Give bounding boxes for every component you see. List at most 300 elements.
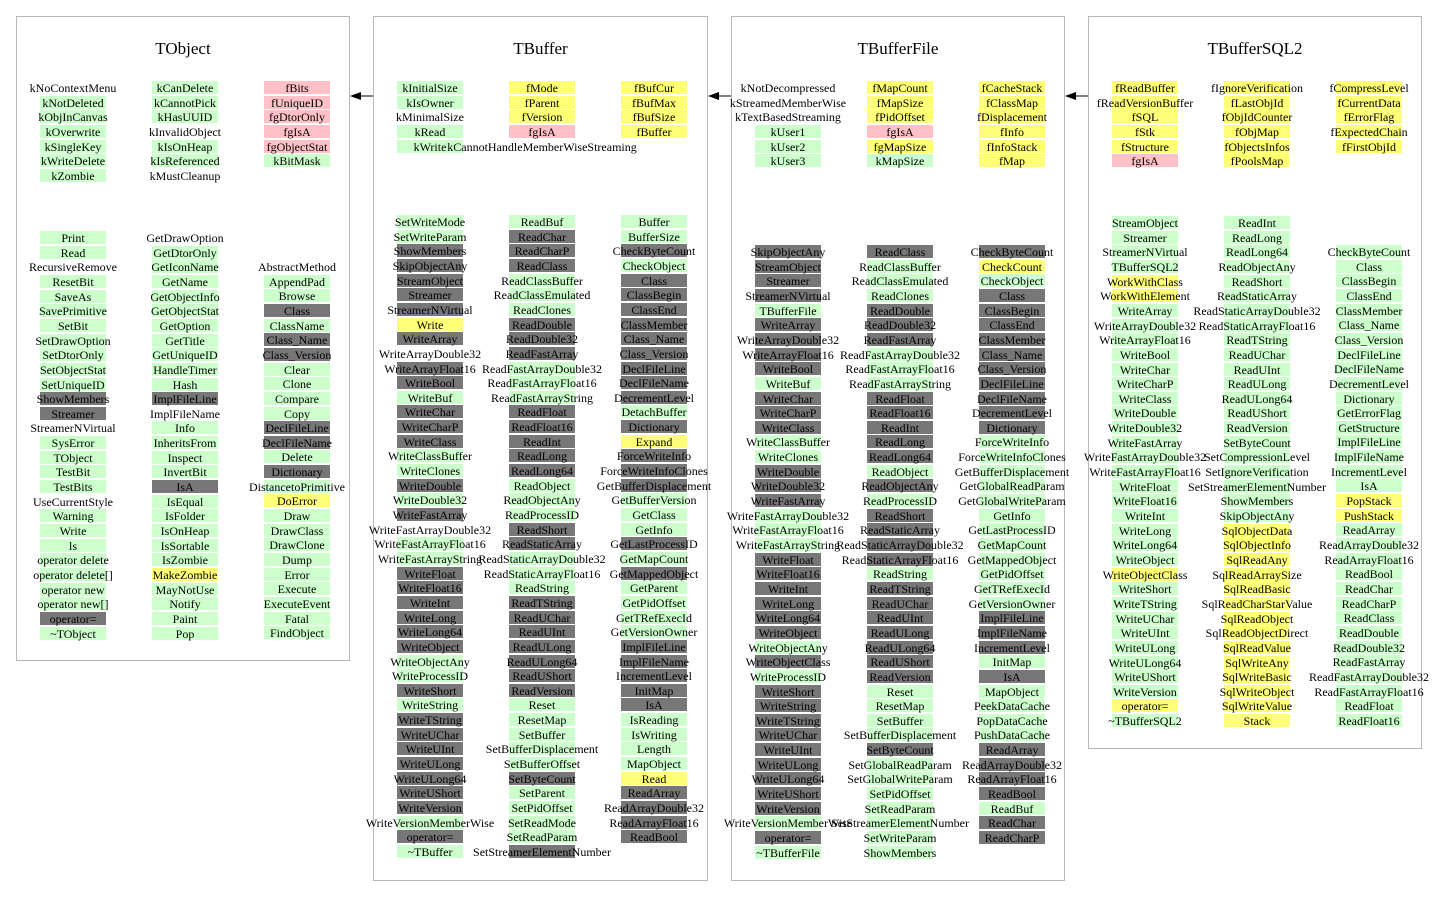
member-name: fPidOffset [875, 110, 925, 125]
member-name: GetMappedObject [967, 552, 1057, 567]
member-name: SetIgnoreVerification [1205, 465, 1309, 480]
member-name: ImplFileName [150, 406, 220, 421]
member-name: ReadULong64 [506, 654, 578, 669]
member-name: ReadFastArrayFloat16 [1314, 684, 1424, 699]
member-name: ClassMember [620, 317, 688, 332]
member-name: Browse [278, 289, 316, 304]
member-name: ForceWriteInfoClones [600, 464, 708, 479]
member-name: ReadInt [1238, 216, 1276, 230]
member-name: StreamerNVirtual [745, 288, 831, 303]
member-name: SetBuffer [876, 713, 924, 728]
member-name: WriteDouble [756, 464, 820, 479]
member-name: IsA [176, 480, 194, 495]
member-name: TObject [53, 450, 93, 465]
member-name: SetWriteParam [863, 831, 937, 845]
member-name: SqlObjectInfo [1223, 538, 1291, 553]
member-name: Buffer [638, 215, 670, 229]
member-name: kNoContextMenu [29, 81, 117, 95]
member-name: ReadFastArrayDouble32 [1309, 669, 1429, 684]
member-name: ReadFastArrayDouble32 [482, 361, 602, 376]
member-name: fMap [999, 154, 1025, 169]
member-name: DoError [277, 494, 317, 509]
member-name: MapObject [985, 684, 1039, 699]
member-name: fPoolsMap [1230, 154, 1284, 169]
member-name: ReadVersion [869, 669, 931, 684]
class-title: TBufferSQL2 [1207, 39, 1303, 58]
member-name: Error [284, 567, 310, 582]
member-name: ReadFloat [1344, 699, 1394, 714]
member-name: WriteBool [1119, 347, 1171, 362]
member-name: WriteULong64 [751, 772, 825, 787]
member-name: ForceWriteInfo [974, 435, 1050, 450]
member-name: WriteChar [762, 391, 814, 406]
member-name: kIsReferenced [150, 154, 220, 169]
member-name: WriteObject [1115, 552, 1175, 567]
member-name: WriteUChar [400, 727, 460, 742]
member-name: ReadLong64 [1226, 245, 1288, 260]
member-name: DeclFileLine [1337, 347, 1401, 362]
member-name: ReadClassBuffer [859, 259, 941, 274]
member-name: PopDataCache [976, 713, 1048, 728]
member-name: fErrorFlag [1343, 110, 1395, 125]
member-name: WriteBuf [407, 390, 453, 405]
member-name: SetBuffer [518, 727, 566, 742]
member-name: kOverwrite [45, 124, 101, 139]
member-name: ReadFastArrayString [491, 390, 593, 405]
member-name: kRead [414, 124, 446, 139]
class-title: TBufferFile [857, 39, 939, 58]
member-name: fParent [524, 95, 560, 110]
member-name: WriteFloat16 [1113, 494, 1177, 509]
member-name: MayNotUse [155, 582, 215, 597]
member-name: ReadFloat [875, 391, 925, 406]
member-name: SetByteCount [866, 743, 934, 758]
member-name: Dump [282, 553, 312, 567]
member-name: IsA [1003, 669, 1021, 684]
member-name: ReadString [873, 567, 927, 582]
member-name: ls [68, 538, 78, 553]
member-name: ReadCharP [984, 831, 1040, 845]
member-name: fgIsA [283, 124, 311, 139]
member-name: ReadFloat16 [511, 420, 573, 435]
member-name: Copy [283, 406, 311, 421]
member-name: Read [641, 771, 667, 786]
member-name: ReadArrayFloat16 [1324, 552, 1414, 567]
member-name: ReadULong64 [864, 640, 936, 655]
member-name: MakeZombie [152, 567, 218, 582]
member-name: ResetMap [875, 699, 925, 714]
member-name: ReadUInt [1233, 362, 1281, 377]
member-name: fFirstObjId [1342, 139, 1396, 154]
member-name: ClassBegin [626, 288, 682, 303]
member-name: WriteULong64 [393, 771, 467, 786]
member-name: ReadObjectAny [1218, 259, 1296, 274]
member-name: SetObjectStat [40, 362, 106, 377]
member-name: SqlReadObject [1220, 611, 1294, 626]
member-name: WriteClones [399, 464, 461, 479]
member-name: DrawClone [269, 538, 325, 553]
member-name: fSQL [1131, 110, 1159, 125]
member-name: WriteObjectClass [1102, 567, 1188, 582]
member-name: WriteBool [404, 376, 456, 391]
member-name: fCacheStack [981, 81, 1043, 95]
member-name: ReadCharP [514, 244, 570, 259]
member-name: CheckByteCount [1327, 245, 1411, 259]
member-name: WriteLong [761, 596, 815, 611]
member-name: ReadProcessID [505, 508, 579, 522]
member-name: GetMappedObject [609, 566, 699, 581]
member-name: ReadDouble [870, 303, 930, 318]
member-name: Delete [281, 450, 313, 465]
member-name: ReadObject [871, 464, 929, 479]
member-name: ReadClassEmulated [493, 288, 591, 303]
member-name: ReadUShort [512, 669, 572, 684]
member-name: SkipObjectAny [392, 258, 468, 273]
member-name: ReadULong [870, 625, 930, 640]
member-name: ReadString [515, 581, 569, 596]
member-name: IncrementLevel [974, 640, 1050, 655]
member-name: GetMapCount [977, 538, 1047, 552]
member-name: SetDrawOption [35, 333, 111, 348]
member-name: WriteVersionMemberWise [723, 816, 853, 831]
member-name: ReadFastArrayFloat16 [845, 362, 955, 377]
member-name: SetGlobalWriteParam [847, 772, 953, 787]
member-name: UseCurrentStyle [33, 494, 113, 509]
member-name: GetGlobalWriteParam [958, 494, 1066, 509]
inheritance-arrow-head [1065, 92, 1076, 100]
member-name: PeekDataCache [974, 699, 1050, 714]
member-name: WriteDouble [1113, 406, 1177, 421]
member-name: kUser1 [770, 124, 806, 139]
member-name: ReadBool [988, 787, 1036, 802]
member-name: fgIsA [1131, 154, 1159, 169]
member-name: ~TBufferFile [756, 845, 820, 860]
member-name: ReadStaticArrayDouble32 [836, 538, 964, 552]
member-name: kSingleKey [44, 139, 102, 154]
member-name: WriteUChar [758, 728, 818, 743]
member-name: kBitMask [273, 154, 321, 169]
member-name: Streamer [408, 288, 452, 303]
member-name: WriteObjectAny [390, 654, 470, 669]
member-name: PushStack [1343, 508, 1395, 523]
member-name: Print [61, 231, 85, 245]
member-name: WriteFastArray [1107, 435, 1183, 450]
member-name: ClassName [269, 318, 325, 333]
member-name: fStructure [1121, 139, 1169, 154]
member-name: ReadULong [1227, 377, 1287, 392]
member-name: WriteArray [760, 318, 816, 333]
member-name: GetInfo [635, 522, 673, 537]
member-name: fgIsA [886, 124, 914, 139]
member-name: TBufferSQL2 [1111, 259, 1179, 274]
member-name: InitMap [634, 683, 674, 698]
member-name: SqlWriteObject [1219, 684, 1295, 699]
member-name: kUser2 [770, 139, 806, 154]
member-name: ReadFloat [517, 405, 567, 420]
member-name: ReadLong64 [511, 464, 573, 479]
member-name: WriteULong64 [1108, 655, 1182, 670]
member-name: ReadArrayDouble32 [962, 757, 1062, 772]
member-name: SetPidOffset [869, 787, 931, 802]
member-name: ReadClones [871, 288, 929, 303]
member-name: SetStreamerElementNumber [831, 816, 969, 831]
member-name: ShowMembers [863, 845, 937, 860]
member-name: WriteFloat [404, 566, 456, 581]
member-name: PopStack [1346, 494, 1392, 509]
member-name: StreamerNVirtual [30, 421, 116, 436]
member-name: WriteFastArrayFloat16 [374, 537, 486, 552]
member-name: ReadTString [511, 595, 573, 610]
member-name: WriteInt [409, 595, 451, 610]
member-name: SetReadMode [508, 815, 576, 830]
member-name: Execute [277, 582, 317, 597]
member-name: kStreamedMemberWise [729, 95, 847, 110]
member-name: ReadClones [513, 302, 571, 317]
member-name: ReadFloat16 [869, 406, 931, 421]
member-name: Streamer [1123, 230, 1167, 245]
member-name: SaveAs [54, 289, 92, 304]
inheritance-arrow-head [350, 92, 361, 100]
member-name: Dictionary [628, 420, 680, 435]
member-name: kIsOnHeap [157, 139, 213, 154]
member-name: WriteDouble32 [750, 479, 826, 494]
member-name: IncrementLevel [616, 669, 692, 684]
member-name: IsReading [629, 713, 679, 728]
member-name: IsSortable [160, 538, 210, 553]
member-name: kWrite [413, 139, 447, 154]
member-name: ReadClassEmulated [851, 274, 949, 289]
member-name: WriteLong [1118, 523, 1172, 538]
member-name: ShowMembers [36, 392, 110, 407]
member-name: WriteFastArrayString [735, 538, 841, 552]
member-name: ReadStaticArrayFloat16 [483, 566, 601, 581]
member-name: WriteClones [757, 450, 819, 465]
member-name: kInitialSize [402, 81, 458, 95]
member-name: DecrementLevel [1329, 376, 1409, 391]
member-name: operator new[] [37, 597, 109, 612]
member-name: ImplFileLine [1337, 435, 1401, 450]
member-name: Inspect [167, 450, 203, 465]
member-name: WriteFastArrayString [377, 551, 483, 566]
member-name: GetIconName [151, 260, 219, 275]
member-name: WriteArray [1117, 303, 1173, 318]
member-name: fObjIdCounter [1221, 110, 1293, 125]
member-name: InvertBit [163, 465, 207, 480]
member-name: ReadStaticArrayFloat16 [1198, 318, 1316, 333]
member-name: IsA [1360, 479, 1378, 494]
member-name: ImplFileName [977, 625, 1047, 640]
member-name: SetReadParam [506, 830, 578, 845]
member-name: AppendPad [269, 274, 325, 289]
member-name: fgIsA [528, 124, 556, 139]
member-name: ReadShort [874, 508, 926, 523]
member-name: WriteFastArray [750, 494, 826, 509]
member-name: GetBufferDisplacement [596, 478, 712, 493]
member-name: ImplFileName [1334, 450, 1404, 465]
member-name: ReadObject [513, 478, 571, 493]
member-name: fIgnoreVerification [1211, 81, 1303, 95]
member-name: ReadObjectAny [503, 493, 581, 508]
member-name: WriteUInt [763, 743, 813, 758]
member-name: fUniqueID [271, 95, 323, 110]
member-name: WriteTString [398, 713, 462, 728]
member-name: GetErrorFlag [1337, 406, 1401, 421]
member-name: CheckObject [622, 258, 686, 273]
member-name: ReadClassBuffer [501, 273, 583, 288]
member-name: WriteArrayDouble32 [1093, 318, 1197, 333]
member-name: WriteFloat [1119, 479, 1171, 494]
member-name: StreamerNVirtual [387, 302, 473, 317]
member-name: WriteChar [1119, 362, 1171, 377]
member-name: SetByteCount [1223, 435, 1291, 450]
member-name: DecrementLevel [614, 390, 694, 405]
member-name: ReadLong [875, 435, 925, 450]
member-name: SavePrimitive [39, 304, 107, 319]
member-name: ReadProcessID [863, 494, 937, 509]
member-name: ImplFileName [619, 654, 689, 669]
member-name: kCannotHandleMemberWiseStreaming [447, 139, 637, 154]
member-name: Write [59, 524, 87, 538]
member-name: SetBufferDisplacement [843, 728, 957, 743]
member-name: Stack [1243, 714, 1271, 729]
member-name: WriteDouble32 [392, 493, 468, 508]
member-name: fExpectedChain [1330, 124, 1408, 139]
member-name: SetCompressionLevel [1204, 450, 1310, 465]
member-name: DetachBuffer [621, 405, 687, 420]
member-name: fMapCount [872, 81, 928, 95]
member-name: GetTRefExecId [616, 610, 692, 625]
member-name: WriteChar [404, 405, 456, 420]
member-name: CheckByteCount [612, 244, 696, 259]
member-name: fVersion [521, 110, 563, 125]
member-name: operator= [1121, 699, 1169, 714]
member-name: kIsOwner [406, 95, 454, 110]
member-name: GetLastProcessID [968, 523, 1056, 538]
member-name: WriteArrayDouble32 [378, 346, 482, 361]
member-name: ClassBegin [1341, 274, 1397, 289]
member-name: ReadStaticArray [1217, 289, 1297, 304]
member-name: ReadTString [869, 581, 931, 596]
member-name: kCannotPick [154, 95, 216, 110]
member-name: Read [60, 245, 86, 260]
member-name: SqlReadCharStarValue [1201, 596, 1313, 611]
member-name: fBufSize [632, 110, 676, 125]
member-name: WriteUShort [399, 786, 461, 801]
member-name: fInfoStack [986, 139, 1038, 154]
member-name: WriteArrayDouble32 [736, 332, 840, 347]
member-name: Dictionary [986, 420, 1038, 435]
member-name: fMapSize [876, 95, 924, 110]
member-name: ~TBufferSQL2 [1108, 714, 1182, 729]
member-name: ReadFastArray [505, 346, 579, 361]
member-name: WriteObjectAny [748, 640, 828, 655]
member-name: Pop [175, 626, 195, 641]
member-name: ReadUInt [876, 611, 924, 626]
member-name: GetOption [159, 318, 211, 333]
member-name: WriteArrayFloat16 [384, 361, 476, 376]
member-name: IsOnHeap [160, 524, 210, 538]
member-name: ReadDouble [512, 317, 572, 332]
member-name: ReadStaticArrayFloat16 [841, 552, 959, 567]
member-name: StreamObject [1112, 216, 1178, 230]
member-name: ReadBool [630, 830, 678, 845]
member-name: SetStreamerElementNumber [1188, 479, 1326, 494]
member-name: GetBufferVersion [611, 493, 697, 508]
member-name: ReadUShort [870, 655, 930, 670]
member-name: ReadCharP [1341, 596, 1397, 611]
member-name: ~TBuffer [407, 844, 453, 859]
member-name: fgDtorOnly [269, 110, 325, 125]
member-name: Class_Version [262, 347, 332, 362]
member-name: ShowMembers [1220, 494, 1294, 509]
member-name: GetPidOffset [622, 595, 686, 610]
class-title: TObject [155, 39, 211, 58]
member-name: GetUniqueID [152, 348, 218, 363]
member-name: Write [416, 317, 444, 332]
member-name: GetPidOffset [980, 567, 1044, 582]
member-name: Draw [283, 509, 311, 524]
member-name: fBuffer [636, 124, 672, 139]
member-name: DistancetoPrimitive [249, 479, 345, 494]
member-name: Clear [284, 362, 310, 377]
member-name: IsEqual [166, 494, 204, 509]
member-name: Clone [282, 377, 312, 392]
member-name: ReadShort [516, 522, 568, 537]
member-name: ~TObject [50, 626, 96, 641]
member-name: PushDataCache [974, 728, 1050, 743]
member-name: fObjectsInfos [1224, 139, 1290, 154]
member-name: SqlWriteValue [1221, 699, 1293, 714]
member-name: ResetMap [517, 713, 567, 728]
member-name: kMustCleanup [149, 168, 221, 183]
member-name: ImplFileLine [980, 611, 1044, 626]
member-name: ReadFastArrayString [849, 376, 951, 391]
member-name: Expand [635, 434, 673, 449]
member-name: WriteClass [1118, 391, 1172, 406]
member-name: ReadArray [627, 786, 681, 801]
member-name: ClassBegin [984, 303, 1040, 318]
member-name: WriteUInt [1120, 626, 1170, 641]
member-name: SetDtorOnly [42, 348, 104, 363]
member-name: HandleTimer [153, 362, 217, 377]
member-name: ReadInt [881, 420, 919, 435]
member-name: WriteClassBuffer [388, 449, 472, 464]
member-name: fClassMap [986, 95, 1038, 110]
member-name: ReadUChar [871, 596, 929, 611]
member-name: ReadChar [1345, 581, 1393, 596]
member-name: GetMapCount [619, 551, 689, 566]
member-name: RecursiveRemove [29, 260, 117, 275]
member-name: DeclFileLine [622, 361, 686, 376]
member-name: Class_Name [623, 332, 685, 347]
member-name: WriteFastArrayDouble32 [1083, 450, 1207, 465]
member-name: WriteCharP [759, 406, 817, 421]
member-name: CheckCount [982, 259, 1042, 274]
member-name: GetDrawOption [146, 231, 224, 245]
member-name: ClassEnd [631, 302, 677, 317]
member-name: ReadULong64 [1221, 391, 1293, 406]
member-name: ReadArrayFloat16 [967, 772, 1057, 787]
member-name: GetInfo [993, 508, 1031, 523]
member-name: WriteUShort [757, 787, 819, 802]
member-name: GetTRefExecId [974, 581, 1050, 596]
member-name: WriteTString [756, 713, 820, 728]
member-name: ReadDouble32 [864, 318, 936, 333]
member-name: SetBufferOffset [503, 757, 581, 772]
member-name: WriteFloat16 [398, 581, 462, 596]
member-name: CheckObject [980, 274, 1044, 289]
member-name: WriteTString [1113, 596, 1177, 611]
